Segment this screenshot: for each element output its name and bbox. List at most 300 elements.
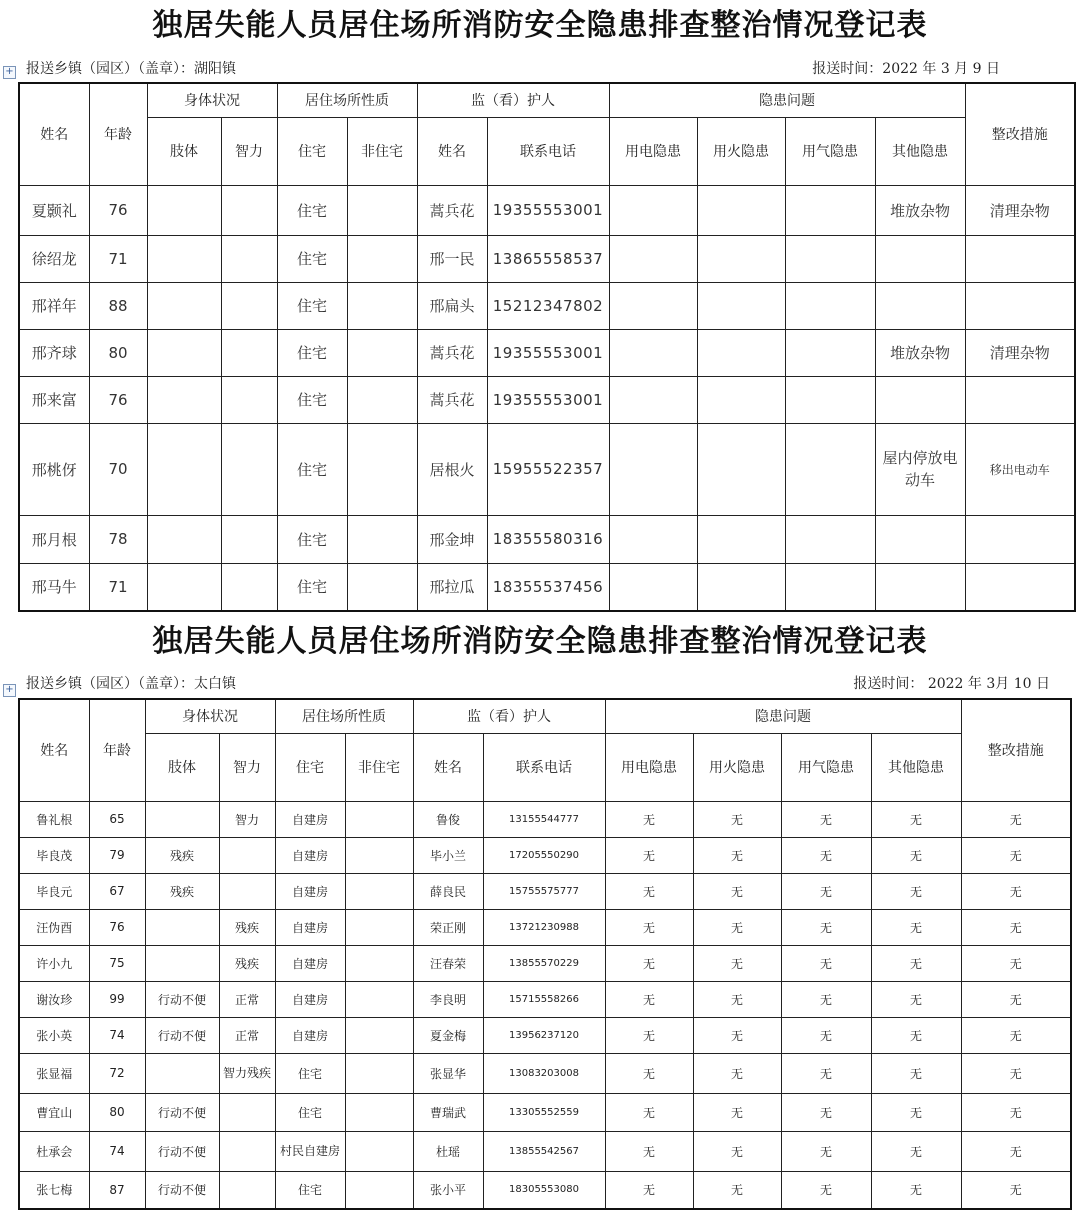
person-name-cell: 毕良元 xyxy=(19,873,89,909)
fire-hazard-cell xyxy=(697,376,785,423)
phone-cell: 13865558537 xyxy=(487,235,609,282)
fire-hazard-cell: 无 xyxy=(693,1093,781,1131)
table-row xyxy=(19,563,1075,611)
measures-cell: 无 xyxy=(961,1093,1071,1131)
age-cell: 74 xyxy=(89,1131,145,1171)
intellect-cell: 智力残疾 xyxy=(219,1053,275,1093)
intellect-cell xyxy=(221,329,277,376)
expand-plus-icon[interactable]: + xyxy=(3,684,16,697)
electric-hazard-cell: 无 xyxy=(605,837,693,873)
person-name-cell: 张七梅 xyxy=(19,1171,89,1209)
guardian-name-cell: 居根火 xyxy=(417,423,487,515)
intellect-cell: 残疾 xyxy=(219,909,275,945)
table-row xyxy=(19,515,1075,563)
fire-hazard-cell xyxy=(697,185,785,235)
residential-cell: 住宅 xyxy=(277,329,347,376)
electric-hazard-cell xyxy=(609,376,697,423)
intellect-cell: 正常 xyxy=(219,1017,275,1053)
table-row xyxy=(19,837,1071,873)
gas-hazard-cell: 无 xyxy=(781,1131,871,1171)
intellect-cell: 正常 xyxy=(219,981,275,1017)
electric-hazard-cell: 无 xyxy=(605,945,693,981)
intellect-cell xyxy=(221,235,277,282)
limb-cell xyxy=(147,563,221,611)
non-residential-cell xyxy=(345,1017,413,1053)
residential-cell: 住宅 xyxy=(277,423,347,515)
residential-cell: 自建房 xyxy=(275,1017,345,1053)
phone-cell: 18355537456 xyxy=(487,563,609,611)
residential-cell: 住宅 xyxy=(277,282,347,329)
phone-cell: 13305552559 xyxy=(483,1093,605,1131)
age-cell: 99 xyxy=(89,981,145,1017)
reporting-date: 报送时间：2022 年 3 月 9 日 xyxy=(812,61,1000,77)
fire-hazard-cell xyxy=(697,563,785,611)
electric-hazard-cell xyxy=(609,515,697,563)
phone-cell: 19355553001 xyxy=(487,185,609,235)
measures-cell xyxy=(965,235,1075,282)
sheet-title: 独居失能人员居住场所消防安全隐患排查整治情况登记表 xyxy=(152,8,928,43)
residential-cell: 住宅 xyxy=(277,563,347,611)
non-residential-cell xyxy=(345,837,413,873)
intellect-cell xyxy=(221,282,277,329)
guardian-name-cell: 鲁俊 xyxy=(413,801,483,837)
fire-hazard-cell: 无 xyxy=(693,1171,781,1209)
header-residence-type: 居住场所性质 xyxy=(277,83,417,117)
residential-cell: 住宅 xyxy=(275,1171,345,1209)
measures-cell: 移出电动车 xyxy=(965,423,1075,515)
guardian-name-cell: 蒿兵花 xyxy=(417,376,487,423)
table-row xyxy=(19,282,1075,329)
person-name-cell: 邢来富 xyxy=(19,376,89,423)
fire-hazard-cell xyxy=(697,329,785,376)
electric-hazard-cell: 无 xyxy=(605,1093,693,1131)
gas-hazard-cell xyxy=(785,515,875,563)
guardian-name-cell: 曹瑞武 xyxy=(413,1093,483,1131)
limb-cell xyxy=(147,329,221,376)
header-other: 其他隐患 xyxy=(871,733,961,801)
guardian-name-cell: 蒿兵花 xyxy=(417,329,487,376)
table-row xyxy=(19,981,1071,1017)
non-residential-cell xyxy=(347,282,417,329)
header-guardian: 监（看）护人 xyxy=(417,83,609,117)
gas-hazard-cell: 无 xyxy=(781,1171,871,1209)
non-residential-cell xyxy=(345,945,413,981)
residential-cell: 村民自建房 xyxy=(275,1131,345,1171)
person-name-cell: 邢月根 xyxy=(19,515,89,563)
sheet-title: 独居失能人员居住场所消防安全隐患排查整治情况登记表 xyxy=(152,624,928,659)
limb-cell: 残疾 xyxy=(145,873,219,909)
header-body-status: 身体状况 xyxy=(147,83,277,117)
phone-cell: 13855570229 xyxy=(483,945,605,981)
measures-cell xyxy=(965,515,1075,563)
phone-cell: 17205550290 xyxy=(483,837,605,873)
register-table xyxy=(18,698,1072,1210)
limb-cell: 行动不便 xyxy=(145,1171,219,1209)
limb-cell xyxy=(145,1053,219,1093)
limb-cell xyxy=(147,423,221,515)
other-hazard-cell: 堆放杂物 xyxy=(875,329,965,376)
header-intellect: 智力 xyxy=(221,117,277,185)
fire-hazard-cell: 无 xyxy=(693,1017,781,1053)
header-residential: 住宅 xyxy=(277,117,347,185)
fire-hazard-cell xyxy=(697,282,785,329)
age-cell: 72 xyxy=(89,1053,145,1093)
header-phone: 联系电话 xyxy=(487,117,609,185)
phone-cell: 15212347802 xyxy=(487,282,609,329)
electric-hazard-cell: 无 xyxy=(605,801,693,837)
measures-cell: 无 xyxy=(961,837,1071,873)
other-hazard-cell: 无 xyxy=(871,1093,961,1131)
intellect-cell xyxy=(219,1131,275,1171)
table-row xyxy=(19,1053,1071,1093)
other-hazard-cell xyxy=(875,235,965,282)
table-row xyxy=(19,1131,1071,1171)
other-hazard-cell: 堆放杂物 xyxy=(875,185,965,235)
measures-cell xyxy=(965,282,1075,329)
reporting-date: 报送时间： 2022 年 3月 10 日 xyxy=(853,676,1050,692)
non-residential-cell xyxy=(345,1053,413,1093)
guardian-name-cell: 邢扁头 xyxy=(417,282,487,329)
guardian-name-cell: 夏金梅 xyxy=(413,1017,483,1053)
intellect-cell xyxy=(221,376,277,423)
expand-plus-icon[interactable]: + xyxy=(3,66,16,79)
measures-cell: 无 xyxy=(961,909,1071,945)
non-residential-cell xyxy=(345,981,413,1017)
non-residential-cell xyxy=(347,376,417,423)
age-cell: 80 xyxy=(89,1093,145,1131)
measures-cell: 无 xyxy=(961,1131,1071,1171)
reporting-town: 报送乡镇（园区）（盖章）：湖阳镇 xyxy=(26,61,236,77)
non-residential-cell xyxy=(347,185,417,235)
gas-hazard-cell: 无 xyxy=(781,945,871,981)
header-guardian-name: 姓名 xyxy=(413,733,483,801)
reporting-town: 报送乡镇（园区）（盖章）：太白镇 xyxy=(26,676,236,692)
limb-cell xyxy=(147,515,221,563)
electric-hazard-cell: 无 xyxy=(605,981,693,1017)
person-name-cell: 张小英 xyxy=(19,1017,89,1053)
fire-hazard-cell: 无 xyxy=(693,1131,781,1171)
limb-cell: 行动不便 xyxy=(145,1017,219,1053)
table-row xyxy=(19,1017,1071,1053)
register-table xyxy=(18,82,1076,612)
gas-hazard-cell: 无 xyxy=(781,981,871,1017)
electric-hazard-cell xyxy=(609,423,697,515)
intellect-cell: 残疾 xyxy=(219,945,275,981)
non-residential-cell xyxy=(345,801,413,837)
gas-hazard-cell xyxy=(785,563,875,611)
gas-hazard-cell: 无 xyxy=(781,873,871,909)
person-name-cell: 夏颢礼 xyxy=(19,185,89,235)
person-name-cell: 毕良茂 xyxy=(19,837,89,873)
electric-hazard-cell xyxy=(609,329,697,376)
fire-hazard-cell: 无 xyxy=(693,873,781,909)
person-name-cell: 邢桃伢 xyxy=(19,423,89,515)
phone-cell: 19355553001 xyxy=(487,376,609,423)
limb-cell xyxy=(147,282,221,329)
header-name: 姓名 xyxy=(19,83,89,185)
guardian-name-cell: 荣正刚 xyxy=(413,909,483,945)
electric-hazard-cell xyxy=(609,282,697,329)
person-name-cell: 邢马牛 xyxy=(19,563,89,611)
gas-hazard-cell: 无 xyxy=(781,1053,871,1093)
age-cell: 71 xyxy=(89,235,147,282)
person-name-cell: 汪伪酉 xyxy=(19,909,89,945)
residential-cell: 住宅 xyxy=(277,515,347,563)
phone-cell: 19355553001 xyxy=(487,329,609,376)
other-hazard-cell: 无 xyxy=(871,873,961,909)
electric-hazard-cell: 无 xyxy=(605,1131,693,1171)
other-hazard-cell xyxy=(875,282,965,329)
limb-cell: 行动不便 xyxy=(145,1131,219,1171)
header-non-residential: 非住宅 xyxy=(347,117,417,185)
other-hazard-cell: 无 xyxy=(871,837,961,873)
limb-cell: 行动不便 xyxy=(145,1093,219,1131)
fire-hazard-cell xyxy=(697,423,785,515)
fire-hazard-cell: 无 xyxy=(693,981,781,1017)
table-row xyxy=(19,873,1071,909)
age-cell: 79 xyxy=(89,837,145,873)
header-age: 年龄 xyxy=(89,699,145,801)
gas-hazard-cell xyxy=(785,235,875,282)
electric-hazard-cell xyxy=(609,235,697,282)
header-electric: 用电隐患 xyxy=(605,733,693,801)
non-residential-cell xyxy=(345,909,413,945)
age-cell: 87 xyxy=(89,1171,145,1209)
electric-hazard-cell: 无 xyxy=(605,1171,693,1209)
non-residential-cell xyxy=(345,1093,413,1131)
table-row xyxy=(19,376,1075,423)
gas-hazard-cell xyxy=(785,185,875,235)
person-name-cell: 曹宜山 xyxy=(19,1093,89,1131)
header-non-residential: 非住宅 xyxy=(345,733,413,801)
phone-cell: 15955522357 xyxy=(487,423,609,515)
gas-hazard-cell: 无 xyxy=(781,1017,871,1053)
residential-cell: 住宅 xyxy=(275,1053,345,1093)
other-hazard-cell xyxy=(875,563,965,611)
table-row xyxy=(19,945,1071,981)
non-residential-cell xyxy=(347,563,417,611)
other-hazard-cell: 无 xyxy=(871,1017,961,1053)
table-row xyxy=(19,801,1071,837)
limb-cell xyxy=(147,185,221,235)
person-name-cell: 鲁礼根 xyxy=(19,801,89,837)
header-gas: 用气隐患 xyxy=(785,117,875,185)
other-hazard-cell: 无 xyxy=(871,1053,961,1093)
guardian-name-cell: 张小平 xyxy=(413,1171,483,1209)
residential-cell: 自建房 xyxy=(275,837,345,873)
phone-cell: 15715558266 xyxy=(483,981,605,1017)
header-other: 其他隐患 xyxy=(875,117,965,185)
limb-cell: 行动不便 xyxy=(145,981,219,1017)
measures-cell: 无 xyxy=(961,981,1071,1017)
guardian-name-cell: 薛良民 xyxy=(413,873,483,909)
non-residential-cell xyxy=(345,1171,413,1209)
other-hazard-cell: 无 xyxy=(871,909,961,945)
phone-cell: 18305553080 xyxy=(483,1171,605,1209)
fire-hazard-cell: 无 xyxy=(693,837,781,873)
guardian-name-cell: 杜瑶 xyxy=(413,1131,483,1171)
age-cell: 88 xyxy=(89,282,147,329)
age-cell: 67 xyxy=(89,873,145,909)
phone-cell: 15755575777 xyxy=(483,873,605,909)
gas-hazard-cell: 无 xyxy=(781,837,871,873)
age-cell: 71 xyxy=(89,563,147,611)
age-cell: 78 xyxy=(89,515,147,563)
intellect-cell xyxy=(219,1093,275,1131)
guardian-name-cell: 李良明 xyxy=(413,981,483,1017)
electric-hazard-cell: 无 xyxy=(605,909,693,945)
electric-hazard-cell: 无 xyxy=(605,1053,693,1093)
header-fire: 用火隐患 xyxy=(693,733,781,801)
residential-cell: 住宅 xyxy=(275,1093,345,1131)
intellect-cell xyxy=(219,1171,275,1209)
residential-cell: 自建房 xyxy=(275,909,345,945)
other-hazard-cell xyxy=(875,515,965,563)
sheet-taibai-town xyxy=(0,616,1080,1215)
intellect-cell xyxy=(221,423,277,515)
fire-hazard-cell: 无 xyxy=(693,1053,781,1093)
residential-cell: 自建房 xyxy=(275,801,345,837)
limb-cell xyxy=(145,945,219,981)
age-cell: 74 xyxy=(89,1017,145,1053)
header-body-status: 身体状况 xyxy=(145,699,275,733)
measures-cell: 无 xyxy=(961,1171,1071,1209)
electric-hazard-cell xyxy=(609,563,697,611)
non-residential-cell xyxy=(347,515,417,563)
measures-cell: 无 xyxy=(961,1017,1071,1053)
other-hazard-cell: 无 xyxy=(871,1171,961,1209)
header-residential: 住宅 xyxy=(275,733,345,801)
residential-cell: 自建房 xyxy=(275,981,345,1017)
measures-cell xyxy=(965,376,1075,423)
gas-hazard-cell xyxy=(785,282,875,329)
table-row xyxy=(19,423,1075,515)
measures-cell: 清理杂物 xyxy=(965,329,1075,376)
measures-cell: 无 xyxy=(961,1053,1071,1093)
intellect-cell xyxy=(219,837,275,873)
phone-cell: 13721230988 xyxy=(483,909,605,945)
person-name-cell: 徐绍龙 xyxy=(19,235,89,282)
header-gas: 用气隐患 xyxy=(781,733,871,801)
header-limb: 肢体 xyxy=(147,117,221,185)
person-name-cell: 张显福 xyxy=(19,1053,89,1093)
age-cell: 70 xyxy=(89,423,147,515)
table-row xyxy=(19,329,1075,376)
table-row xyxy=(19,235,1075,282)
guardian-name-cell: 毕小兰 xyxy=(413,837,483,873)
table-row xyxy=(19,185,1075,235)
fire-hazard-cell: 无 xyxy=(693,945,781,981)
phone-cell: 13855542567 xyxy=(483,1131,605,1171)
electric-hazard-cell: 无 xyxy=(605,1017,693,1053)
person-name-cell: 邢齐球 xyxy=(19,329,89,376)
measures-cell: 清理杂物 xyxy=(965,185,1075,235)
other-hazard-cell: 无 xyxy=(871,945,961,981)
non-residential-cell xyxy=(345,1131,413,1171)
fire-hazard-cell: 无 xyxy=(693,909,781,945)
header-guardian-name: 姓名 xyxy=(417,117,487,185)
age-cell: 76 xyxy=(89,185,147,235)
table-row xyxy=(19,1093,1071,1131)
header-intellect: 智力 xyxy=(219,733,275,801)
other-hazard-cell xyxy=(875,376,965,423)
intellect-cell xyxy=(221,515,277,563)
guardian-name-cell: 邢一民 xyxy=(417,235,487,282)
gas-hazard-cell xyxy=(785,423,875,515)
phone-cell: 13155544777 xyxy=(483,801,605,837)
residential-cell: 住宅 xyxy=(277,376,347,423)
intellect-cell xyxy=(219,873,275,909)
non-residential-cell xyxy=(347,423,417,515)
age-cell: 76 xyxy=(89,909,145,945)
other-hazard-cell: 无 xyxy=(871,801,961,837)
guardian-name-cell: 汪春荣 xyxy=(413,945,483,981)
phone-cell: 13083203008 xyxy=(483,1053,605,1093)
gas-hazard-cell: 无 xyxy=(781,909,871,945)
residential-cell: 住宅 xyxy=(277,185,347,235)
guardian-name-cell: 邢金坤 xyxy=(417,515,487,563)
header-limb: 肢体 xyxy=(145,733,219,801)
person-name-cell: 许小九 xyxy=(19,945,89,981)
table-row xyxy=(19,1171,1071,1209)
electric-hazard-cell: 无 xyxy=(605,873,693,909)
header-hazards: 隐患问题 xyxy=(605,699,961,733)
header-residence-type: 居住场所性质 xyxy=(275,699,413,733)
limb-cell xyxy=(147,235,221,282)
header-measures: 整改措施 xyxy=(965,83,1075,185)
header-phone: 联系电话 xyxy=(483,733,605,801)
gas-hazard-cell xyxy=(785,376,875,423)
header-name: 姓名 xyxy=(19,699,89,801)
header-age: 年龄 xyxy=(89,83,147,185)
header-hazards: 隐患问题 xyxy=(609,83,965,117)
fire-hazard-cell xyxy=(697,515,785,563)
person-name-cell: 谢汝珍 xyxy=(19,981,89,1017)
measures-cell xyxy=(965,563,1075,611)
other-hazard-cell: 无 xyxy=(871,981,961,1017)
age-cell: 75 xyxy=(89,945,145,981)
other-hazard-cell: 无 xyxy=(871,1131,961,1171)
table-row xyxy=(19,909,1071,945)
limb-cell xyxy=(145,801,219,837)
gas-hazard-cell xyxy=(785,329,875,376)
intellect-cell xyxy=(221,185,277,235)
non-residential-cell xyxy=(347,329,417,376)
header-guardian: 监（看）护人 xyxy=(413,699,605,733)
intellect-cell: 智力 xyxy=(219,801,275,837)
measures-cell: 无 xyxy=(961,873,1071,909)
fire-hazard-cell: 无 xyxy=(693,801,781,837)
non-residential-cell xyxy=(347,235,417,282)
fire-hazard-cell xyxy=(697,235,785,282)
residential-cell: 住宅 xyxy=(277,235,347,282)
age-cell: 80 xyxy=(89,329,147,376)
limb-cell xyxy=(145,909,219,945)
guardian-name-cell: 蒿兵花 xyxy=(417,185,487,235)
guardian-name-cell: 张显华 xyxy=(413,1053,483,1093)
limb-cell xyxy=(147,376,221,423)
phone-cell: 18355580316 xyxy=(487,515,609,563)
gas-hazard-cell: 无 xyxy=(781,1093,871,1131)
non-residential-cell xyxy=(345,873,413,909)
phone-cell: 13956237120 xyxy=(483,1017,605,1053)
residential-cell: 自建房 xyxy=(275,873,345,909)
guardian-name-cell: 邢拉瓜 xyxy=(417,563,487,611)
intellect-cell xyxy=(221,563,277,611)
header-fire: 用火隐患 xyxy=(697,117,785,185)
header-electric: 用电隐患 xyxy=(609,117,697,185)
person-name-cell: 杜承会 xyxy=(19,1131,89,1171)
